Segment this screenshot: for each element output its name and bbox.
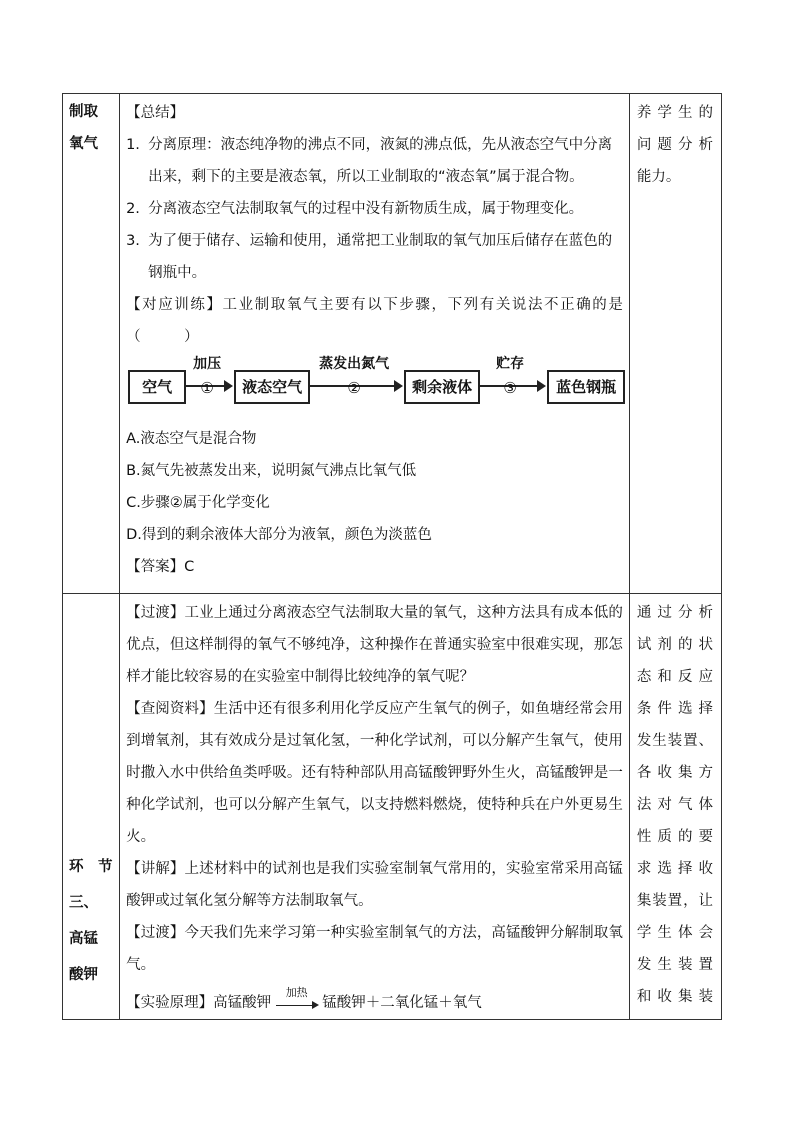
content-cell <box>120 594 630 1020</box>
list-number: 1. <box>126 137 140 153</box>
list-number: 2. <box>126 201 140 217</box>
list-item <box>126 129 623 193</box>
flow-box-liquid-air: 液态空气 <box>234 370 310 404</box>
intent-line: 条件选择 <box>636 701 713 717</box>
table-row-oxygen-preparation <box>63 94 722 594</box>
principle-products: 锰酸钾＋二氧化锰＋氧气 <box>322 995 482 1011</box>
flow-box-residual-liquid: 剩余液体 <box>404 370 480 404</box>
section-label-line: 环 节 <box>69 859 113 875</box>
flow-arrow-number: ③ <box>503 379 517 397</box>
content-cell <box>120 94 630 594</box>
reaction-arrow-icon <box>276 986 318 1013</box>
option-a: A.液态空气是混合物 <box>126 431 257 447</box>
intent-line: 法对气体 <box>636 797 713 813</box>
intent-line: 问题分析 <box>636 137 713 153</box>
intent-line: 性质的要 <box>636 829 713 845</box>
intent-line: 态和反应 <box>636 669 713 685</box>
list-number: 3. <box>126 233 140 249</box>
intent-line: 能力。 <box>636 169 681 185</box>
table-row-potassium-permanganate <box>63 594 722 1020</box>
list-text: 为了便于储存、运输和使用，通常把工业制取的氧气加压后储存在蓝色的钢瓶中。 <box>148 233 613 281</box>
flow-box-air: 空气 <box>128 370 186 404</box>
intent-line: 通过分析 <box>636 605 713 621</box>
list-item <box>126 193 623 225</box>
section-label-cell <box>63 94 120 594</box>
list-text: 分离原理：液态纯净物的沸点不同，液氮的沸点低，先从液态空气中分离出来，剩下的主要是液态氧，所以工业制取的“液态氧”属于混合物。 <box>148 137 613 185</box>
flow-arrow-label: 贮存 <box>496 356 525 372</box>
intent-line: 试剂的状 <box>636 637 713 653</box>
reaction-condition: 加热 <box>285 986 308 999</box>
principle-reactant: 【实验原理】高锰酸钾 <box>126 995 272 1011</box>
intent-line: 发生装置 <box>636 957 713 973</box>
design-intent-cell <box>629 94 721 594</box>
reference-paragraph: 【查阅资料】生活中还有很多利用化学反应产生氧气的例子，如鱼塘经常会用到增氧剂，其有效成分是过氧化氢，一种化学试剂，可以分解产生氧气，使用时撒入水中供给鱼类呼吸。还有特种部队用高锰酸钾野外生火，高锰酸钾是一种化学试剂，也可以分解产生氧气，以支持燃料燃烧，使特种兵在户外更易生火。 <box>126 701 623 845</box>
experiment-principle <box>126 987 623 1019</box>
intent-line: 学生体会 <box>636 925 713 941</box>
transition-paragraph-2: 【过渡】今天我们先来学习第一种实验室制氧气的方法，高锰酸钾分解制取氧气。 <box>126 925 623 973</box>
intent-line: 发生装置、 <box>636 733 713 749</box>
intent-line: 和收集装 <box>636 989 713 1005</box>
flow-arrow-label: 加压 <box>193 356 222 372</box>
answer: 【答案】C <box>126 559 195 575</box>
list-item <box>126 225 623 289</box>
flow-arrow-number: ② <box>347 379 361 397</box>
flow-box-blue-cylinder: 蓝色钢瓶 <box>547 370 625 404</box>
section-label <box>69 849 113 993</box>
flow-arrow-number: ① <box>200 379 214 397</box>
section-label-line: 制取 <box>69 104 98 120</box>
intent-line: 集装置，让 <box>636 893 713 909</box>
section-label-line: 氧气 <box>69 136 98 152</box>
summary-heading: 【总结】 <box>126 105 185 121</box>
section-label-line: 酸钾 <box>69 967 98 983</box>
design-intent-cell <box>629 594 721 1020</box>
summary-list <box>126 129 623 289</box>
process-flow-diagram <box>126 357 623 417</box>
intent-line: 养学生的 <box>636 105 713 121</box>
section-label-line: 高锰 <box>69 931 98 947</box>
list-text: 分离液态空气法制取氧气的过程中没有新物质生成，属于物理变化。 <box>148 201 584 217</box>
section-label <box>63 94 119 160</box>
design-intent-text <box>630 94 721 193</box>
intent-line: 各收集方 <box>636 765 713 781</box>
option-c: C.步骤②属于化学变化 <box>126 495 270 511</box>
explanation-paragraph: 【讲解】上述材料中的试剂也是我们实验室制氧气常用的，实验室常采用高锰酸钾或过氧化氢分解等方法制取氧气。 <box>126 861 623 909</box>
option-b: B.氮气先被蒸发出来，说明氮气沸点比氧气低 <box>126 463 417 479</box>
section-label-line: 三、 <box>69 895 98 911</box>
design-intent-text <box>630 594 721 1013</box>
lesson-plan-table <box>62 93 722 1020</box>
transition-paragraph: 【过渡】工业上通过分离液态空气法制取大量的氧气，这种方法具有成本低的优点，但这样制得的氧气不够纯净，这种操作在普通实验室中很难实现，那怎样才能比较容易的在实验室中制得比较纯净的氧气呢？ <box>126 605 623 685</box>
flow-arrow-label: 蒸发出氮气 <box>319 356 390 372</box>
section-label-cell <box>63 594 120 1020</box>
intent-line: 求选择收 <box>636 861 713 877</box>
option-d: D.得到的剩余液体大部分为液氧，颜色为淡蓝色 <box>126 527 432 543</box>
exercise-prompt: 【对应训练】工业制取氧气主要有以下步骤，下列有关说法不正确的是（ ） <box>126 297 623 345</box>
